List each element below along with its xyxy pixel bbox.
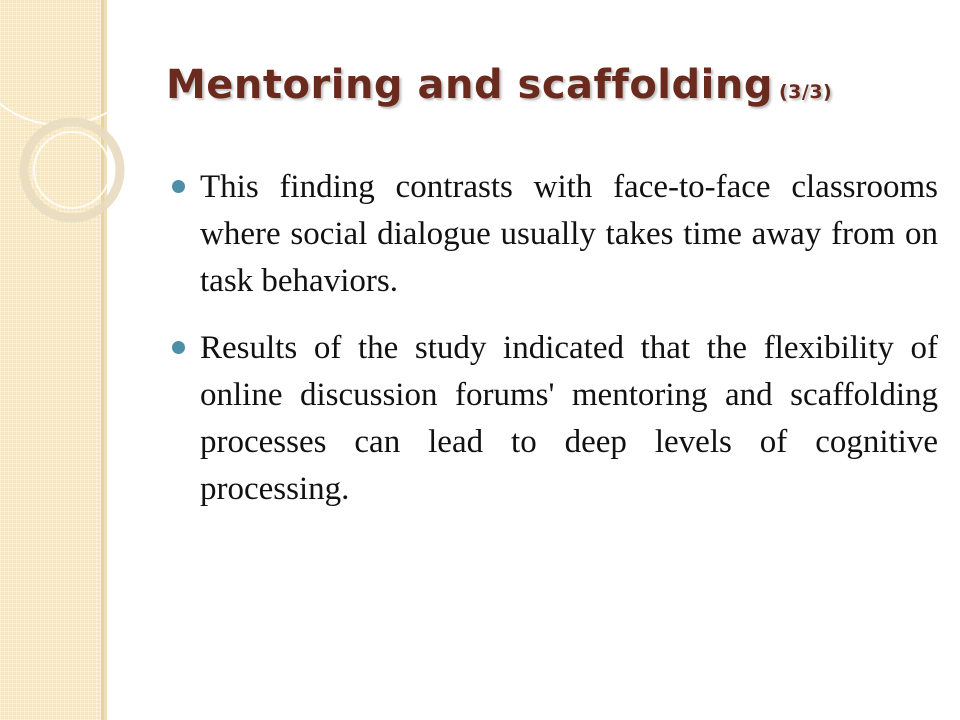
bullet-list [172,164,938,533]
bullet-dot-icon [172,180,185,193]
bullet-item [172,164,938,305]
bullet-dot-icon [172,341,185,354]
title-text: Mentoring and scaffolding [166,62,773,108]
decorative-rings [0,0,200,260]
slide-title [166,62,832,108]
title-page-indicator: (3/3) [778,81,833,103]
bullet-text: Results of the study indicated that the flexibility of online discussion forums' mentoring and scaffolding processes can lead to deep levels of cognitive processing. [200,330,938,507]
bullet-text: This finding contrasts with face-to-face classrooms where social dialogue usually takes time away from on task behaviors. [200,169,938,299]
bullet-item [172,325,938,513]
